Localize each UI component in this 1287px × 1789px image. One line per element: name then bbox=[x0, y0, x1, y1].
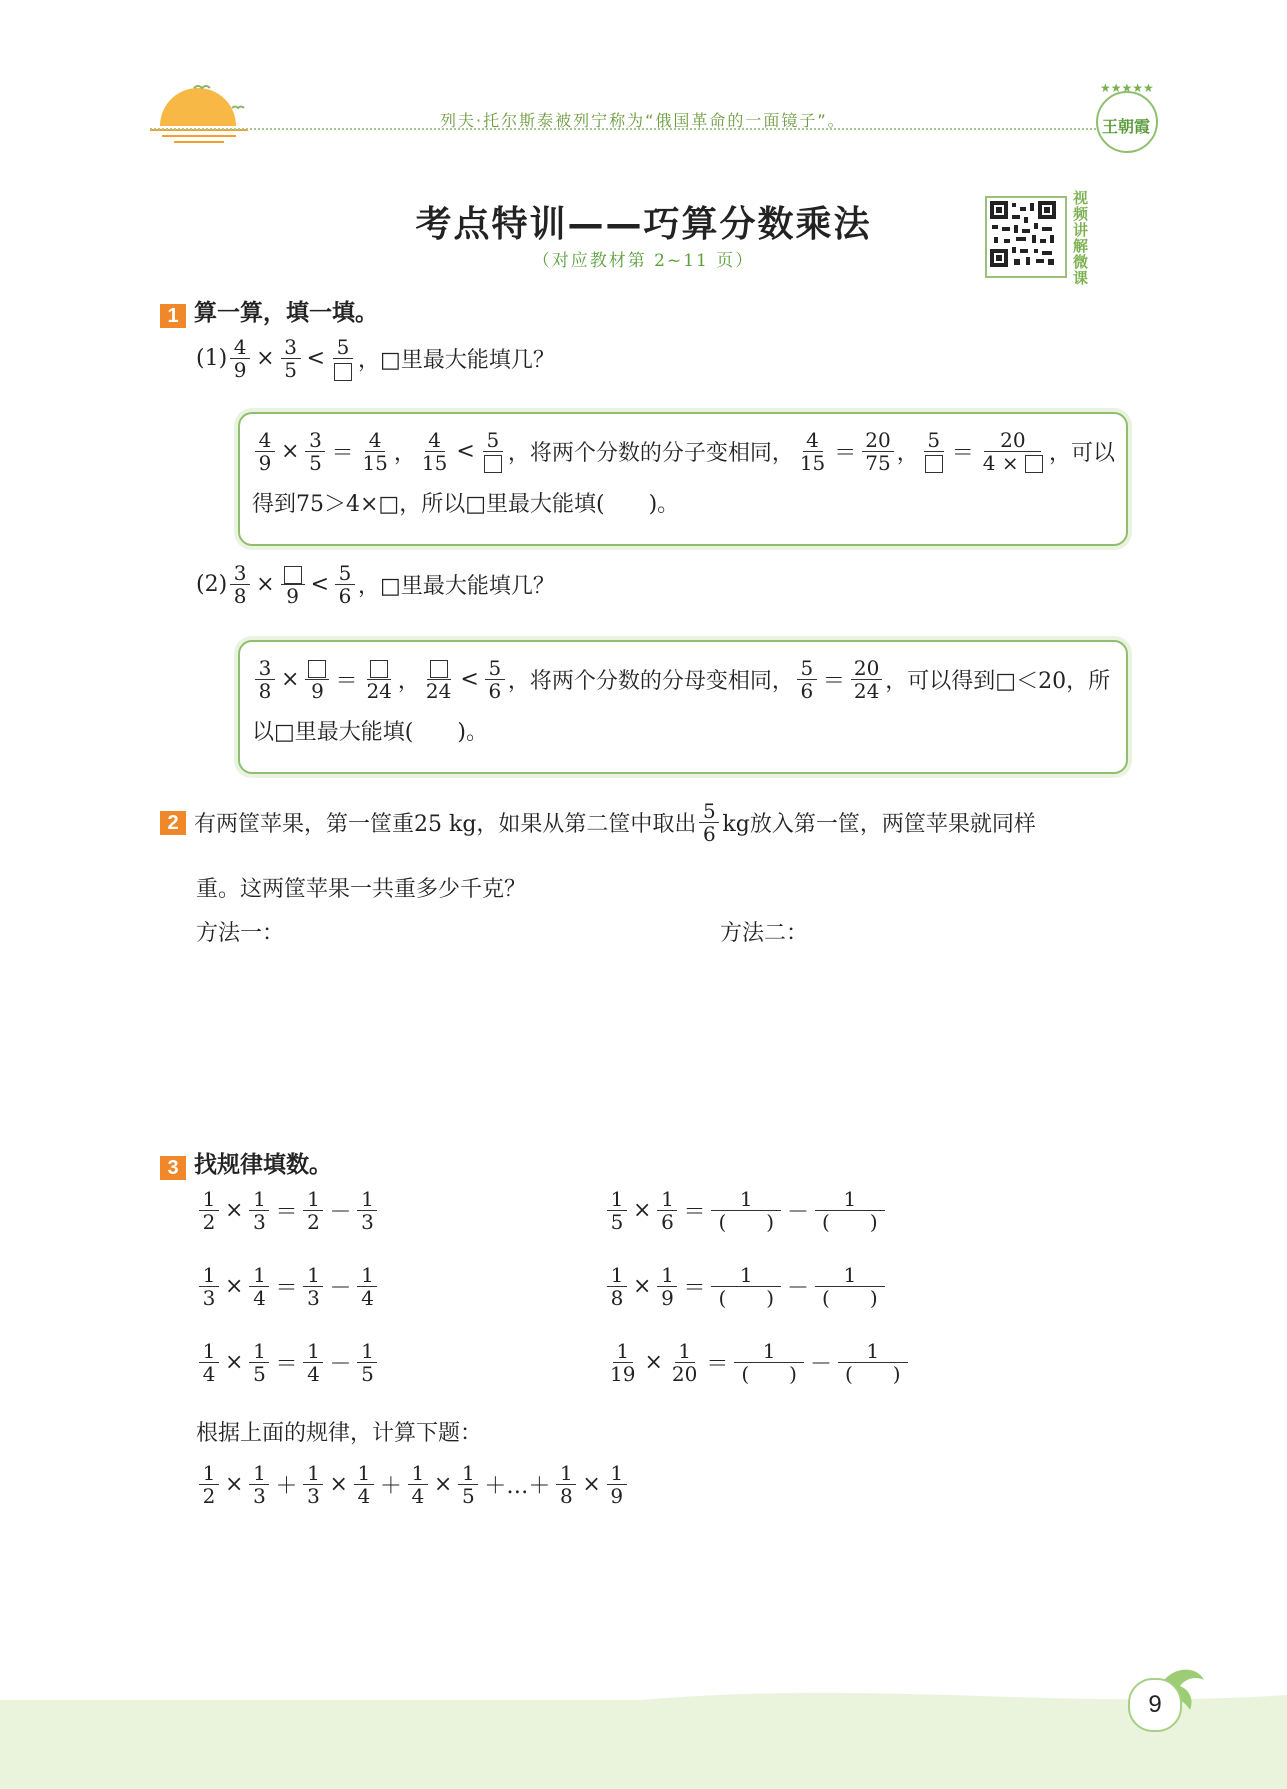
page-number: 9 bbox=[1128, 1678, 1182, 1732]
q1-number: 1 bbox=[160, 304, 186, 328]
q1-p1-box-line2: 得到75＞4×□，所以□里最大能填( )。 bbox=[252, 491, 680, 517]
qr-label: 视频讲解微课 bbox=[1073, 189, 1089, 287]
qr-code[interactable] bbox=[985, 196, 1067, 278]
qr-code-icon bbox=[990, 201, 1056, 267]
q3-fill-3: $\frac{1}{19}$ × $\frac{1}{20}$ ＝ $\frac{1}{( )}$ － $\frac{1}{( )}$ bbox=[604, 1340, 911, 1385]
q3-heading bbox=[160, 1146, 332, 1180]
q1-p2-label: (2) bbox=[196, 572, 228, 597]
q1-p2-box-line2: 以□里最大能填( )。 bbox=[252, 719, 488, 745]
q2-text2: kg放入第一筐，两筐苹果就同样 bbox=[722, 812, 1036, 837]
q3-pattern-3: $\frac{1}{4}$ × $\frac{1}{5}$ ＝ $\frac{1}{4}$ － $\frac{1}{5}$ bbox=[196, 1340, 380, 1385]
q2-method1: 方法一： bbox=[196, 921, 285, 946]
q3-number: 3 bbox=[160, 1156, 186, 1180]
q2-text1: 有两筐苹果，第一筐重25 kg，如果从第二筐中取出 bbox=[194, 812, 697, 837]
q1-p1-box-text2: ，可以 bbox=[1048, 440, 1115, 466]
q1-part1-hint-box: $\frac{4}{9}$ × $\frac{3}{5}$ ＝ $\frac{4}{15}$ ， $\frac{4}{15}$ < 5 ，将两个分数的分子变相同， $\frac{4}{15}$ ＝ $\frac{20}{75}$ ， 5 ＝ $\frac{20}{4 \times}$ ，可以 得到75＞4×□，所以□里最大能填( )。 bbox=[238, 412, 1128, 546]
footer-wave-icon bbox=[0, 1660, 1287, 1720]
q1-title: 算一算，填一填。 bbox=[194, 300, 378, 326]
q2-number: 2 bbox=[160, 811, 186, 835]
page-title: 考点特训——巧算分数乘法 bbox=[415, 204, 872, 245]
svg-text:★★★★★: ★★★★★ bbox=[1100, 81, 1154, 95]
q1-p2-box-text1: ，将两个分数的分母变相同， bbox=[507, 668, 794, 694]
q1-part1-question: (1) $\frac{4}{9}$ × $\frac{3}{5}$ < 5 ，□里最大能填几？ bbox=[196, 335, 555, 382]
q1-p1-question-text: ，□里最大能填几？ bbox=[358, 348, 555, 373]
q1-heading bbox=[160, 294, 378, 328]
q3-pattern-1: $\frac{1}{2}$ × $\frac{1}{3}$ ＝ $\frac{1}{2}$ － $\frac{1}{3}$ bbox=[196, 1188, 380, 1233]
q3-title: 找规律填数。 bbox=[194, 1152, 332, 1178]
q2-text3: 重。这两筐苹果一共重多少千克？ bbox=[196, 877, 527, 902]
q3-instruction: 根据上面的规律，计算下题： bbox=[196, 1421, 483, 1446]
brand-logo-text: 王朝霞 bbox=[1102, 117, 1151, 136]
q1-p1-label: (1) bbox=[196, 346, 228, 371]
q1-part2-question: (2) $\frac{3}{8}$ × 9 < $\frac{5}{6}$ ，□里最大能填几？ bbox=[196, 561, 555, 608]
q1-p1-box-text1: ，将两个分数的分子变相同， bbox=[507, 440, 794, 466]
q3-fill-1: $\frac{1}{5}$ × $\frac{1}{6}$ ＝ $\frac{1}{( )}$ － $\frac{1}{( )}$ bbox=[604, 1188, 888, 1233]
header-quote: 列夫·托尔斯泰被列宁称为“俄国革命的一面镜子”。 bbox=[440, 111, 846, 130]
q1-p2-box-text2: ，可以得到□＜20，所 bbox=[885, 668, 1111, 694]
q3-fill-2: $\frac{1}{8}$ × $\frac{1}{9}$ ＝ $\frac{1}{( )}$ － $\frac{1}{( )}$ bbox=[604, 1264, 888, 1309]
brand-logo bbox=[1088, 78, 1166, 156]
q1-part2-hint-box: $\frac{3}{8}$ × 9 ＝ 24 ， 24 < $\frac{5}{6}$ ，将两个分数的分母变相同， $\frac{5}{6}$ ＝ $\frac{20}{24}$ ，可以得到□＜20，所 以□里最大能填( )。 bbox=[238, 640, 1128, 774]
q3-pattern-2: $\frac{1}{3}$ × $\frac{1}{4}$ ＝ $\frac{1}{3}$ － $\frac{1}{4}$ bbox=[196, 1264, 380, 1309]
page-subtitle: （对应教材第 2~11 页） bbox=[532, 251, 755, 271]
q2-line1: 2 有两筐苹果，第一筐重25 kg，如果从第二筐中取出 $\frac{5}{6}$ kg放入第一筐，两筐苹果就同样 bbox=[160, 800, 1036, 845]
q3-final-expression: $\frac{1}{2}$ × $\frac{1}{3}$ ＋ $\frac{1}{3}$ × $\frac{1}{4}$ ＋ $\frac{1}{4}$ × $\frac{1}{5}$ ＋…＋ $\frac{1}{8}$ × $\frac{1}{9}$ bbox=[196, 1462, 630, 1507]
sun-logo-icon bbox=[148, 78, 258, 150]
q1-p2-question-text: ，□里最大能填几？ bbox=[358, 574, 555, 599]
q2-method2: 方法二： bbox=[720, 921, 809, 946]
